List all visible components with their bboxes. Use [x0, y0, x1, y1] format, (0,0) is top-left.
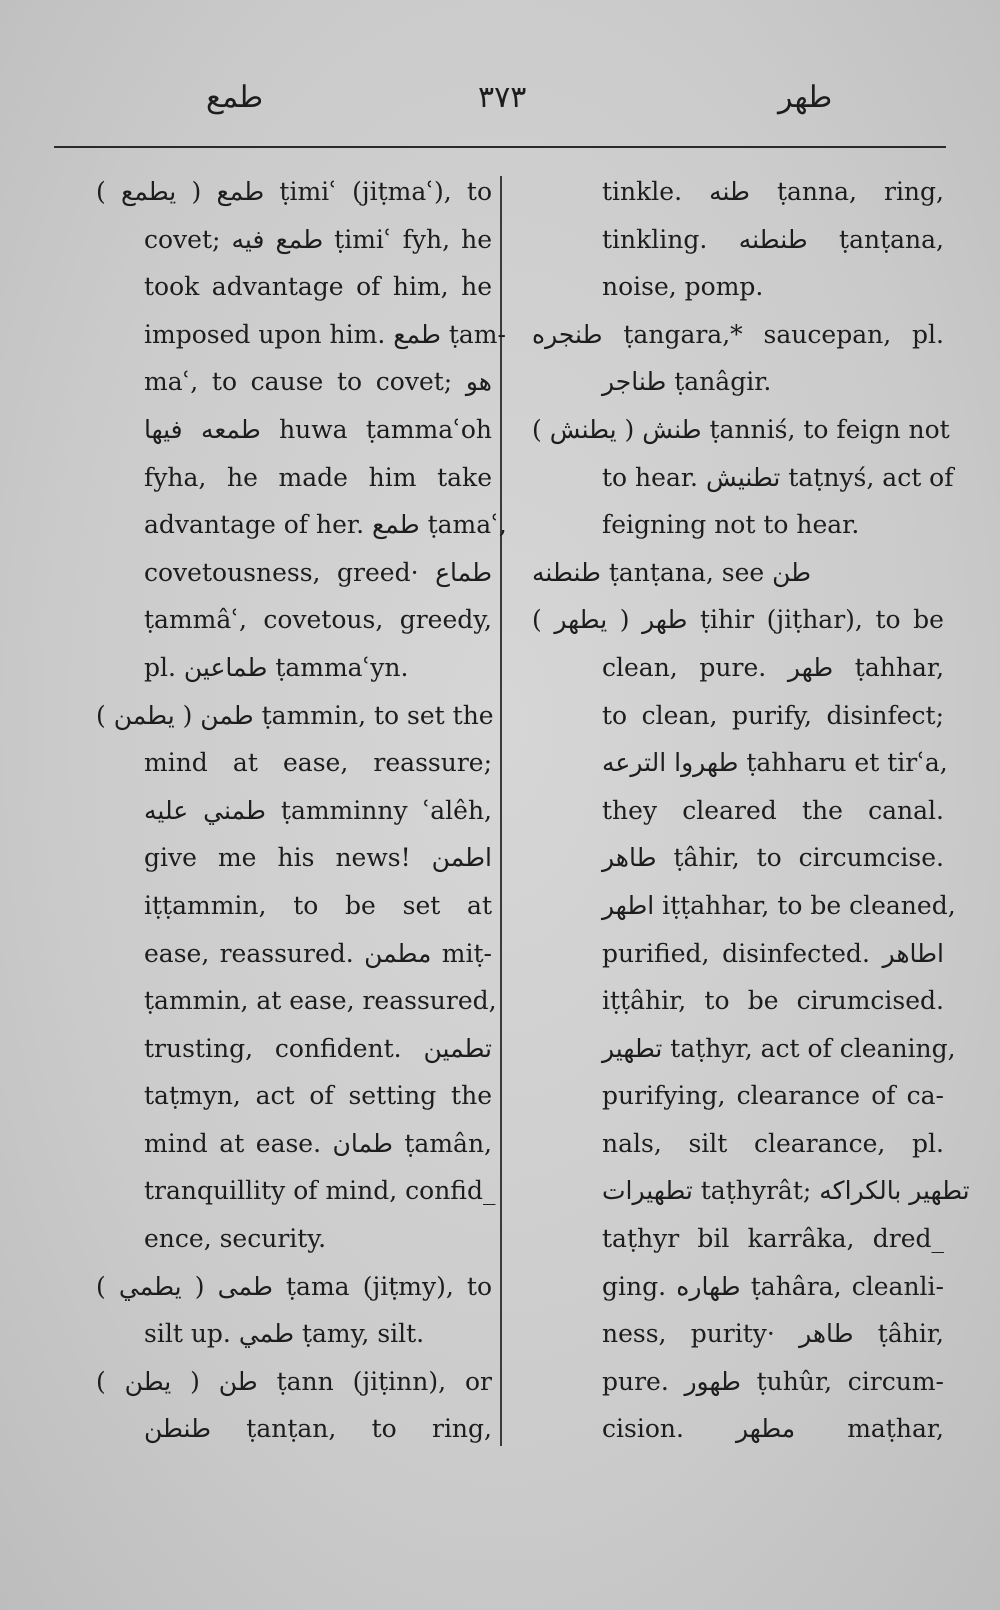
entry-line: covetousness, greed· طماع — [144, 557, 492, 587]
headword-line: طمع ( يطمع ) ṭimiʿ (jiṭmaʿ), to — [96, 177, 492, 206]
entry-line: mind at ease. طمان ṭamân, — [144, 1128, 492, 1158]
header-right-catchword: طهر — [778, 80, 833, 115]
entry-line: تطهير taṭhyr, act of cleaning, — [602, 1033, 956, 1063]
entry-line: taṭhyr bil karrâka, dred_ — [602, 1224, 944, 1254]
entry-line: iṭṭammin, to be set at — [144, 890, 492, 920]
page-number: ٣٧٣ — [478, 80, 527, 115]
entry-line: طهروا الترعه ṭahharu et tirʿa, — [602, 748, 948, 778]
entry-line: mind at ease, reassure; — [144, 748, 492, 778]
entry-line: اطهر iṭṭahhar, to be cleaned, — [602, 890, 956, 920]
left-column — [96, 168, 507, 1453]
entry-line: ṭammâʿ, covetous, greedy, — [144, 605, 492, 635]
entry-line: to clean, purify, disinfect; — [602, 700, 944, 730]
headword-line: طمن ( يطمن ) ṭammin, to set the — [96, 700, 494, 730]
entry-line: طمني عليه ṭamminny ʿalêh, — [144, 795, 493, 825]
entry-line: they cleared the canal. — [602, 795, 944, 825]
entry-line: purified, disinfected. اطاهر — [602, 938, 944, 968]
entry-line: طنطن ṭanṭan, to ring, — [144, 1414, 492, 1444]
entry-line: ease, reassured. مطمن miṭ- — [144, 938, 492, 968]
entry-line: تطهيرات taṭhyrât; تطهير بالكراكه — [602, 1176, 970, 1206]
entry-line: iṭṭâhir, to be cirumcised. — [602, 986, 944, 1016]
entry-line: ence, security. — [144, 1224, 327, 1254]
column-divider — [500, 176, 502, 1446]
header-rule — [54, 146, 946, 148]
entry-line: طاهر ṭâhir, to circumcise. — [602, 843, 944, 873]
entry-line: imposed upon him. طمع ṭam- — [144, 319, 506, 349]
headword-line: طمى ( يطمي ) ṭama (jiṭmy), to — [96, 1271, 492, 1301]
entry-line: tinkle. طنه ṭanna, ring, — [602, 177, 944, 206]
headword-line: طنطنه ṭanṭana, see طن — [532, 557, 812, 587]
entry-line: clean, pure. طهر ṭahhar, — [602, 652, 945, 682]
right-column — [532, 168, 970, 1453]
entry-line: purifying, clearance of ca- — [602, 1081, 944, 1111]
entry-line: طناجر ṭanâgir. — [602, 367, 772, 397]
entry-line: cision. مطهر maṭhar, — [602, 1414, 945, 1444]
entry-line: feigning not to hear. — [602, 510, 860, 540]
entry-line: طمعه فيها huwa ṭammaʿoh — [144, 414, 492, 444]
entry-line: ging. طهاره ṭahâra, cleanli- — [602, 1271, 944, 1301]
header-left-catchword: طمع — [206, 80, 264, 115]
headword-line: طنجره ṭangara,* saucepan, pl. — [532, 319, 944, 349]
headword-line: طنش ( يطنش ) ṭanniś, to feign not — [532, 414, 950, 444]
entry-line: ṭammin, at ease, reassured, — [144, 986, 497, 1016]
entry-line: fyha, he made him take — [144, 462, 492, 492]
entry-line: trusting, confident. تطمين — [144, 1033, 492, 1063]
entry-line: tranquillity of mind, confid_ — [144, 1176, 496, 1206]
entry-line: give me his news! اطمن — [144, 843, 492, 873]
entry-line: to hear. تطنيش taṭnyś, act of — [602, 462, 954, 492]
entry-line: pure. طهور ṭuhûr, circum- — [602, 1366, 944, 1396]
headword-line: طن ( يطن ) ṭann (jiṭinn), or — [96, 1366, 492, 1396]
entry-line: ness, purity· طاهر ṭâhir, — [602, 1319, 944, 1349]
entry-line: advantage of her. طمع ṭamaʿ, — [144, 510, 507, 540]
entry-line: tinkling. طنطنه ṭanṭana, — [602, 224, 944, 254]
headword-line: طهر ( يطهر ) ṭihir (jiṭhar), to be — [532, 605, 944, 635]
entry-line: nals, silt clearance, pl. — [602, 1128, 944, 1158]
entry-line: pl. طماعين ṭammaʿyn. — [144, 652, 409, 682]
entry-line: maʿ, to cause to covet; هو — [144, 367, 492, 397]
entry-line: silt up. طمي ṭamy, silt. — [144, 1319, 425, 1349]
entry-line: noise, pomp. — [602, 272, 764, 302]
entry-line: taṭmyn, act of setting the — [144, 1081, 492, 1111]
entry-line: took advantage of him, he — [144, 272, 492, 302]
entry-line: covet; طمع فيه ṭimiʿ fyh, he — [144, 224, 492, 254]
